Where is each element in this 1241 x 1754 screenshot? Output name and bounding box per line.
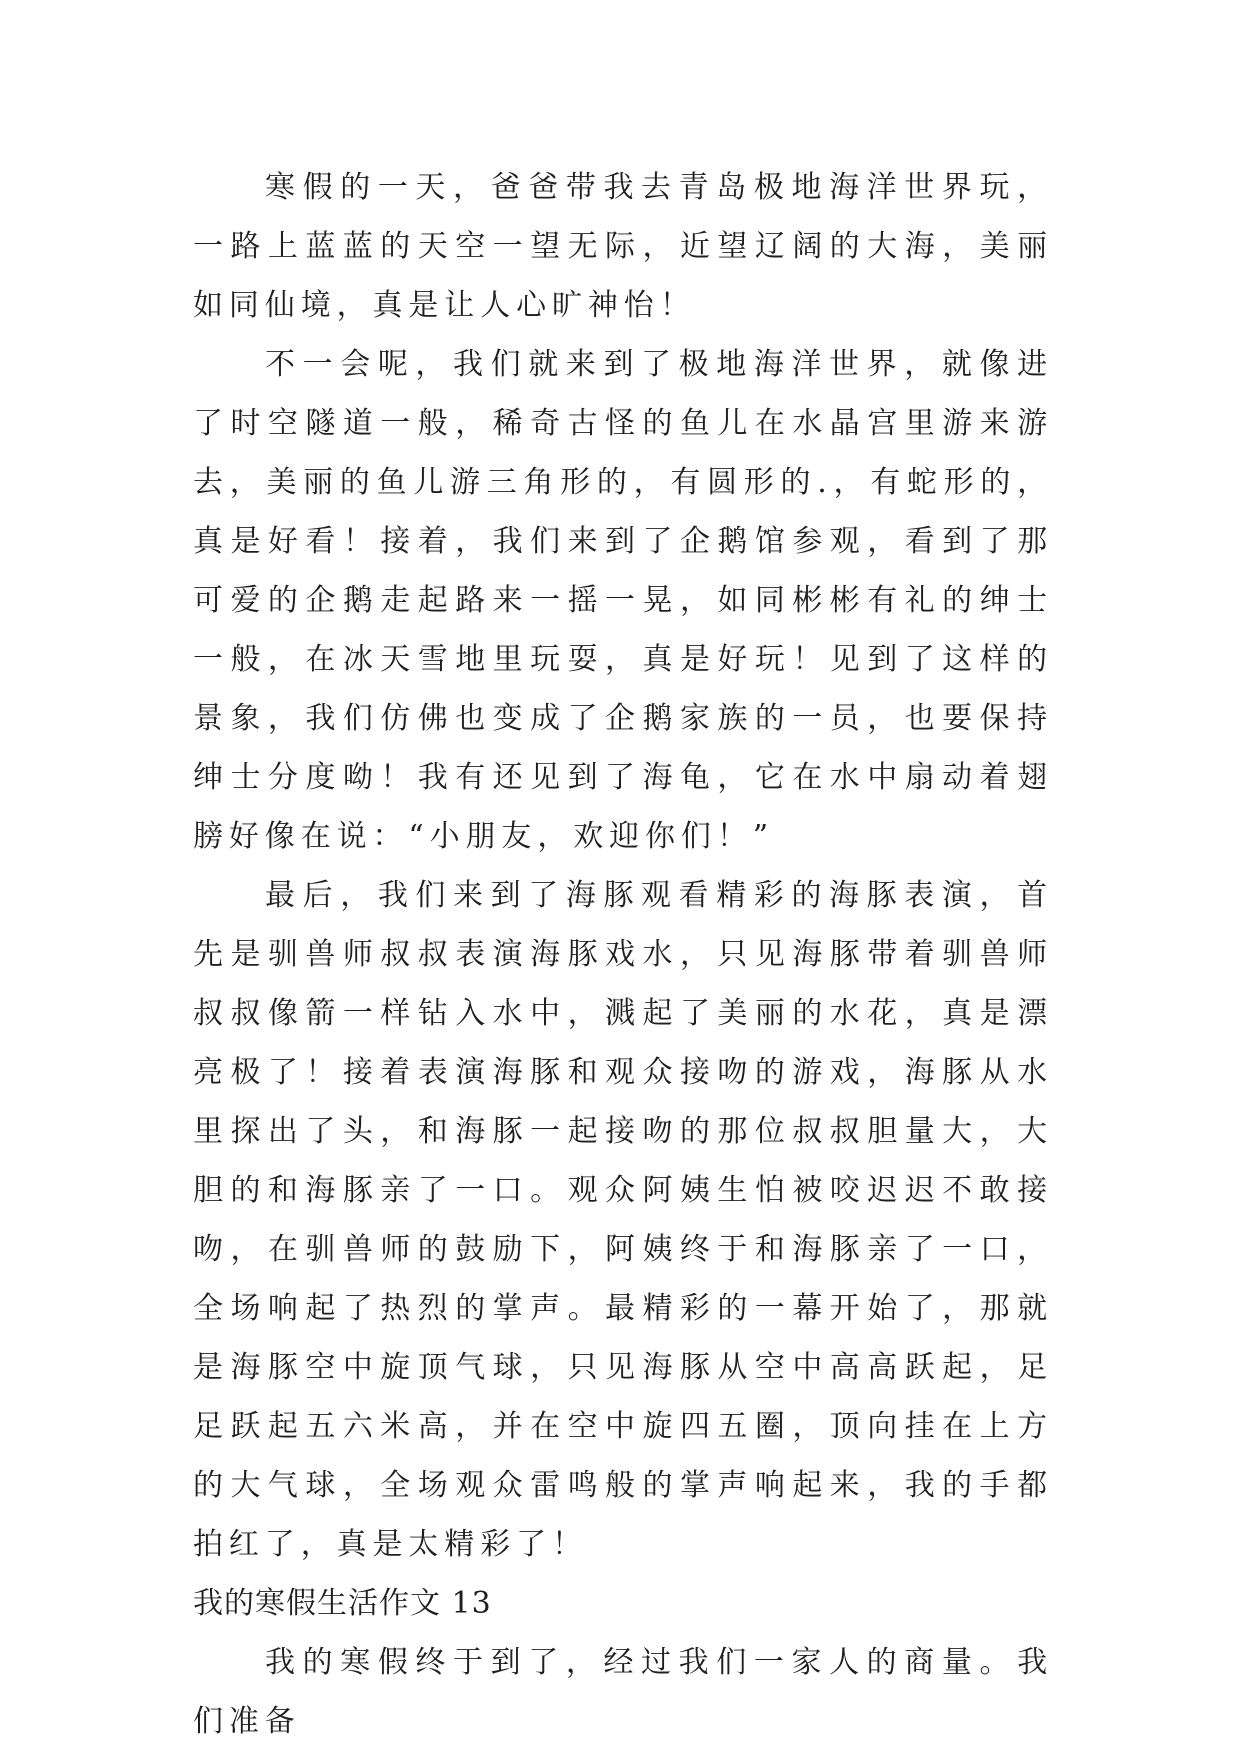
document-body — [193, 158, 1053, 1751]
paragraph-2: 不一会呢，我们就来到了极地海洋世界，就像进了时空隧道一般，稀奇古怪的鱼儿在水晶宫里游来游去，美丽的鱼儿游三角形的，有圆形的.，有蛇形的，真是好看！接着，我们来到了企鹅馆参观，看到了那可爱的企鹅走起路来一摇一晃，如同彬彬有礼的绅士一般，在冰天雪地里玩耍，真是好玩！见到了这样的景象，我们仿佛也变成了企鹅家族的一员，也要保持绅士分度呦！我有还见到了海龟，它在水中扇动着翅膀好像在说：“小朋友，欢迎你们！” — [193, 347, 1053, 854]
paragraph-4: 我的寒假终于到了，经过我们一家人的商量。我们准备 — [193, 1645, 1053, 1739]
paragraph-3: 最后，我们来到了海豚观看精彩的海豚表演，首先是驯兽师叔叔表演海豚戏水，只见海豚带着驯兽师叔叔像箭一样钻入水中，溅起了美丽的水花，真是漂亮极了！接着表演海豚和观众接吻的游戏，海豚从水里探出了头，和海豚一起接吻的那位叔叔胆量大，大胆的和海豚亲了一口。观众阿姨生怕被咬迟迟不敢接吻，在驯兽师的鼓励下，阿姨终于和海豚亲了一口，全场响起了热烈的掌声。最精彩的一幕开始了，那就是海豚空中旋顶气球，只见海豚从空中高高跃起，足足跃起五六米高，并在空中旋四五圈，顶向挂在上方的大气球，全场观众雷鸣般的掌声响起来，我的手都拍红了，真是太精彩了！ — [193, 878, 1053, 1562]
section-title: 我的寒假生活作文 13 — [193, 1586, 492, 1621]
paragraph-1: 寒假的一天，爸爸带我去青岛极地海洋世界玩，一路上蓝蓝的天空一望无际，近望辽阔的大海，美丽如同仙境，真是让人心旷神怡！ — [193, 170, 1053, 323]
